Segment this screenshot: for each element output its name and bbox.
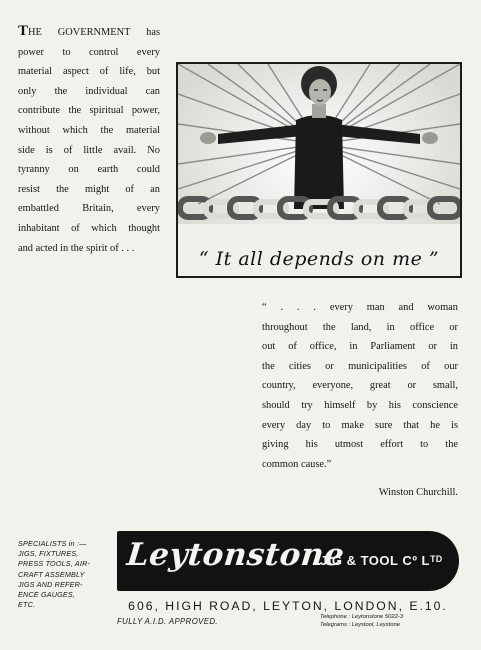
contact-details: [320, 613, 470, 629]
intro-paragraph: [18, 22, 160, 258]
churchill-quote: [262, 298, 458, 474]
quote-line: throughout the land, in office or: [262, 321, 458, 333]
telephone-line: Telephone : Leytonstone 5022-3: [320, 614, 403, 620]
specialists-line: PRESS TOOLS, AIR-: [18, 559, 91, 569]
intro-line: contribute the spiritual power,: [18, 105, 160, 117]
intro-line: only the individual can: [18, 85, 160, 97]
specialists-line: ETC.: [18, 600, 36, 610]
intro-line: power to control every: [18, 46, 160, 58]
intro-line: and acted in the spirit of . . .: [18, 242, 135, 254]
slogan-text: “ It all depends on me ”: [198, 248, 440, 270]
drop-capital: T: [18, 23, 29, 39]
woman-with-chains-illustration: [176, 62, 462, 278]
quote-line: giving his utmost effort to the: [262, 439, 458, 451]
intro-line: tyranny on earth could: [18, 164, 160, 176]
intro-line: material aspect of life, but: [18, 66, 160, 78]
quote-line: out of office, in Parliament or in: [262, 341, 458, 353]
intro-first-line: HE GOVERNMENT has: [28, 27, 160, 38]
quote-line: common cause.”: [262, 458, 332, 470]
quote-line: country, everyone, great or small,: [262, 380, 458, 392]
specialists-list: [18, 539, 114, 610]
company-brand-name: Leytonstone: [125, 537, 347, 573]
quote-line: should try himself by his conscience: [262, 399, 458, 411]
company-address: 606, HIGH ROAD, LEYTON, LONDON, E.10.: [128, 599, 448, 613]
quote-attribution: Winston Churchill.: [378, 487, 458, 498]
intro-line: side is of little avail. No: [18, 144, 160, 156]
company-logo-banner: [117, 531, 459, 591]
intro-line: [18, 22, 160, 43]
illustration-artwork: [178, 64, 460, 276]
specialists-line: SPECIALISTS in :—: [18, 539, 87, 548]
telegrams-line: Telegrams : Leystool, Leystone: [320, 622, 401, 628]
quote-line: “ . . . every man and woman: [262, 302, 458, 313]
intro-line: embattled Britain, every: [18, 203, 160, 215]
intro-line: inhabitant of which thought: [18, 222, 160, 234]
intro-line: without which the material: [18, 124, 160, 136]
specialists-line: ENCE GAUGES,: [18, 590, 76, 600]
approval-note: FULLY A.I.D. APPROVED.: [117, 617, 218, 626]
quote-line: every day to make sure that he is: [262, 419, 458, 431]
specialists-line: JIGS, FIXTURES,: [18, 549, 79, 559]
specialists-line: CRAFT ASSEMBLY: [18, 569, 85, 579]
quote-line: the cities or municipalities of our: [262, 360, 458, 372]
specialists-line: JIGS AND REFER-: [18, 579, 83, 589]
intro-line: resist the might of an: [18, 183, 160, 195]
company-brand-suffix: JIG & TOOL Cº Lᵀᴰ: [320, 553, 443, 568]
